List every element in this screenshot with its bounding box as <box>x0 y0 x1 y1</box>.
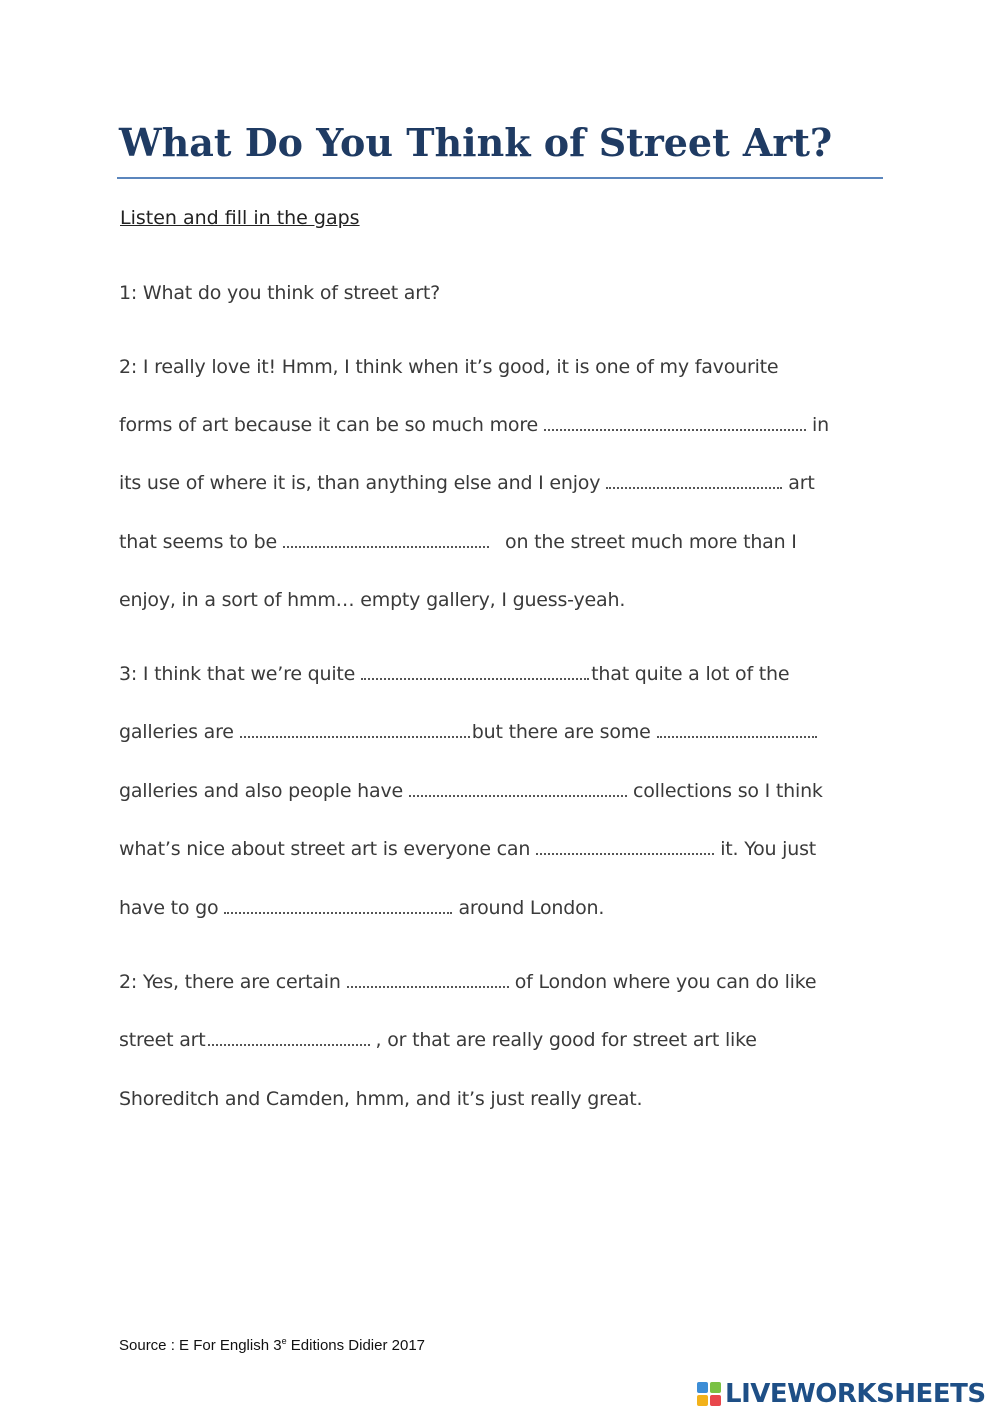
dialogue-text: 2: Yes, there are certain <box>119 971 341 993</box>
gap-blank-11[interactable] <box>208 1028 370 1046</box>
dialogue-text: on the street much more than I <box>505 531 797 553</box>
brand-name: LIVEWORKSHEETS <box>725 1379 986 1409</box>
title-divider <box>117 177 883 179</box>
dialogue-text: galleries are <box>119 721 234 743</box>
gap-blank-1[interactable] <box>544 413 806 431</box>
dialogue-text: enjoy, in a sort of hmm… empty gallery, I guess-yeah. <box>119 589 626 611</box>
dialogue-text: 1: What do you think of street art? <box>119 282 440 304</box>
dialogue-text: 2: I really love it! Hmm, I think when it’s good, it is one of my favourite <box>119 356 779 378</box>
dialogue-text: galleries and also people have <box>119 780 404 802</box>
dialogue-text: art <box>788 472 815 494</box>
dialogue-line-2-4 <box>119 527 797 557</box>
dialogue-line-4-2 <box>119 1025 757 1055</box>
dialogue-text: street art <box>119 1029 206 1051</box>
liveworksheets-logo-icon <box>697 1382 721 1406</box>
dialogue-text: collections so I think <box>633 780 823 802</box>
dialogue-text: that quite a lot of the <box>591 663 790 685</box>
source-text: Editions Didier 2017 <box>286 1337 426 1354</box>
dialogue-text: Shoreditch and Camden, hmm, and it’s just really great. <box>119 1088 643 1110</box>
dialogue-line-4-3 <box>119 1084 642 1114</box>
page-title: What Do You Think of Street Art? <box>119 120 833 165</box>
dialogue-line-3-2 <box>119 717 823 747</box>
liveworksheets-brand <box>697 1378 986 1410</box>
gap-blank-8[interactable] <box>536 837 714 855</box>
gap-blank-4[interactable] <box>361 662 589 680</box>
source-citation <box>119 1330 425 1357</box>
dialogue-text: in <box>812 414 829 436</box>
dialogue-line-2-2 <box>119 410 829 440</box>
dialogue-text: , or that are really good for street art like <box>375 1029 757 1051</box>
dialogue-text: it. You just <box>720 838 817 860</box>
dialogue-line-3-3 <box>119 776 823 806</box>
dialogue-line-2-1 <box>119 352 778 382</box>
gap-blank-3[interactable] <box>283 530 489 548</box>
dialogue-text: but there are some <box>471 721 651 743</box>
dialogue-text: 3: I think that we’re quite <box>119 663 356 685</box>
gap-blank-9[interactable] <box>224 896 452 914</box>
source-text: Source : E For English 3 <box>119 1337 282 1354</box>
gap-blank-7[interactable] <box>409 779 627 797</box>
dialogue-line-3-5 <box>119 893 604 923</box>
gap-blank-6[interactable] <box>657 720 817 738</box>
dialogue-text: around London. <box>458 897 605 919</box>
gap-blank-10[interactable] <box>347 970 509 988</box>
dialogue-line-1 <box>119 278 440 308</box>
instruction-heading: Listen and fill in the gaps <box>120 207 360 229</box>
dialogue-text: have to go <box>119 897 219 919</box>
dialogue-text: forms of art because it can be so much more <box>119 414 539 436</box>
dialogue-text: what’s nice about street art is everyone can <box>119 838 531 860</box>
gap-blank-2[interactable] <box>606 471 782 489</box>
gap-blank-5[interactable] <box>240 720 470 738</box>
dialogue-line-4-1 <box>119 967 816 997</box>
dialogue-line-3-1 <box>119 659 789 689</box>
dialogue-text: its use of where it is, than anything else and I enjoy <box>119 472 601 494</box>
dialogue-line-2-5 <box>119 585 625 615</box>
dialogue-text: that seems to be <box>119 531 278 553</box>
dialogue-line-3-4 <box>119 834 816 864</box>
dialogue-line-2-3 <box>119 468 815 498</box>
dialogue-text: of London where you can do like <box>514 971 817 993</box>
source-superscript: e <box>281 1336 287 1346</box>
